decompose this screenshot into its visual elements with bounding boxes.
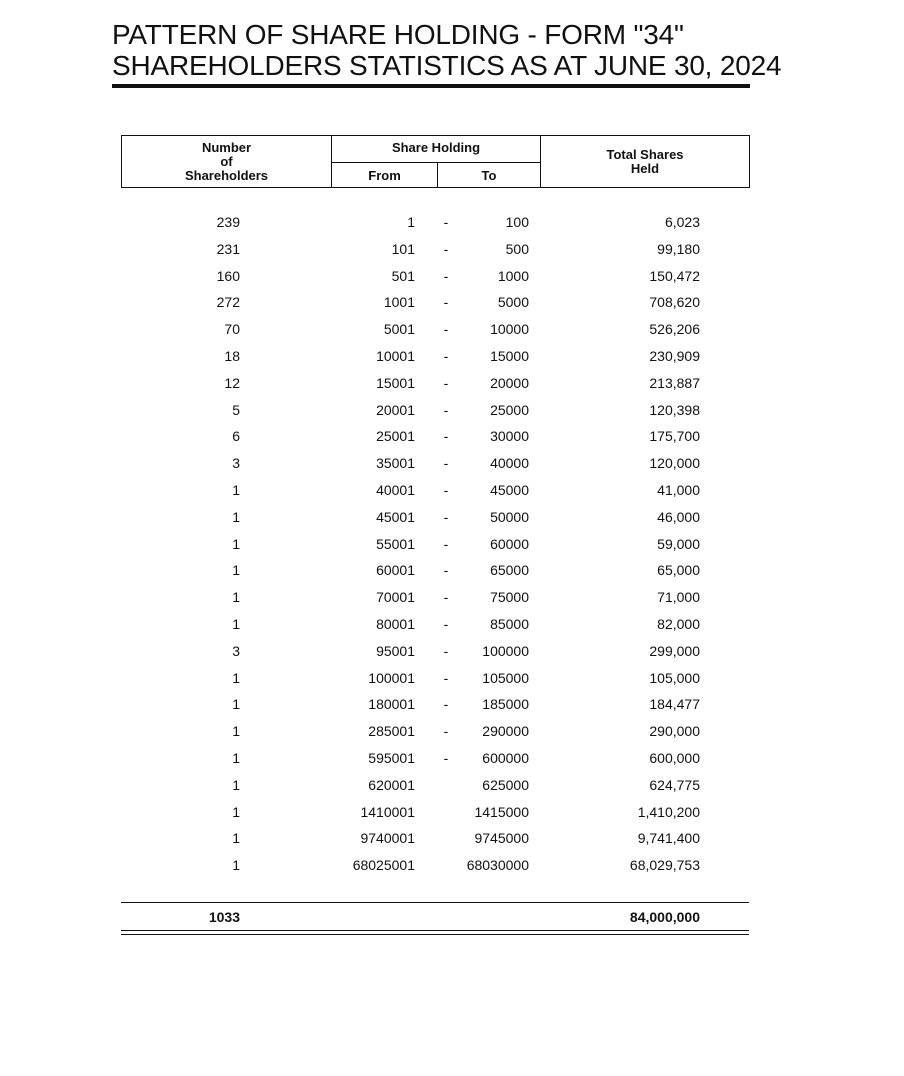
cell-shareholders: 1 [232,482,240,498]
cell-shareholders: 1 [232,509,240,525]
cell-from: 101 [391,241,415,257]
cell-from: 1410001 [360,804,415,820]
cell-dash: - [443,536,449,552]
table-header [121,135,750,188]
title-line-2: SHAREHOLDERS STATISTICS AS AT JUNE 30, 2024 [112,50,782,81]
title-underline [112,84,750,88]
cell-dash: - [443,268,449,284]
cell-total-shares: 1,410,200 [637,804,700,820]
header-divider [332,162,541,163]
cell-from: 68025001 [352,857,415,873]
cell-to: 68030000 [466,857,529,873]
cell-shareholders: 1 [232,804,240,820]
cell-shareholders: 1 [232,750,240,766]
cell-to: 40000 [490,455,529,471]
cell-to: 65000 [490,562,529,578]
cell-to: 10000 [490,321,529,337]
cell-dash: - [443,455,449,471]
cell-total-shares: 46,000 [657,509,700,525]
cell-from: 40001 [376,482,415,498]
cell-dash: - [443,402,449,418]
cell-from: 9740001 [360,830,415,846]
cell-dash: - [443,696,449,712]
cell-from: 5001 [383,321,415,337]
title-line-1: PATTERN OF SHARE HOLDING - FORM "34" [112,19,684,50]
cell-to: 75000 [490,589,529,605]
cell-dash: - [443,241,449,257]
cell-total-shares: 708,620 [649,294,700,310]
cell-total-shares: 290,000 [649,723,700,739]
cell-to: 1000 [497,268,529,284]
cell-dash: - [443,214,449,230]
header-total-line: Total Shares [606,147,684,162]
cell-shareholders: 1 [232,589,240,605]
cell-total-shares: 41,000 [657,482,700,498]
cell-shareholders: 231 [216,241,240,257]
cell-to: 15000 [490,348,529,364]
cell-total-shares: 99,180 [657,241,700,257]
cell-to: 185000 [482,696,529,712]
header-number-line: Shareholders [184,168,269,183]
cell-from: 1001 [383,294,415,310]
cell-to: 290000 [482,723,529,739]
cell-shareholders: 6 [232,428,240,444]
total-shares: 84,000,000 [629,909,700,925]
cell-shareholders: 3 [232,455,240,471]
cell-shareholders: 1 [232,830,240,846]
cell-from: 35001 [376,455,415,471]
total-double-rule [121,930,749,931]
cell-dash: - [443,670,449,686]
cell-total-shares: 68,029,753 [629,857,700,873]
cell-from: 285001 [368,723,415,739]
cell-dash: - [443,375,449,391]
cell-dash: - [443,321,449,337]
cell-total-shares: 600,000 [649,750,700,766]
cell-total-shares: 120,000 [649,455,700,471]
cell-total-shares: 120,398 [649,402,700,418]
header-from: From [368,168,401,183]
cell-from: 620001 [368,777,415,793]
cell-dash: - [443,750,449,766]
cell-dash: - [443,723,449,739]
cell-dash: - [443,589,449,605]
header-total-line: Held [630,161,660,176]
cell-to: 85000 [490,616,529,632]
total-rule-top [121,902,749,903]
cell-from: 15001 [376,375,415,391]
cell-shareholders: 1 [232,723,240,739]
cell-from: 55001 [376,536,415,552]
cell-shareholders: 1 [232,696,240,712]
cell-total-shares: 526,206 [649,321,700,337]
cell-from: 20001 [376,402,415,418]
cell-from: 45001 [376,509,415,525]
cell-to: 105000 [482,670,529,686]
cell-dash: - [443,428,449,444]
cell-from: 70001 [376,589,415,605]
cell-from: 501 [391,268,415,284]
cell-total-shares: 230,909 [649,348,700,364]
cell-total-shares: 59,000 [657,536,700,552]
cell-from: 100001 [368,670,415,686]
cell-total-shares: 82,000 [657,616,700,632]
cell-shareholders: 1 [232,536,240,552]
cell-total-shares: 65,000 [657,562,700,578]
cell-to: 500 [505,241,529,257]
cell-to: 20000 [490,375,529,391]
cell-shareholders: 1 [232,562,240,578]
cell-total-shares: 9,741,400 [637,830,700,846]
cell-to: 45000 [490,482,529,498]
cell-from: 25001 [376,428,415,444]
cell-shareholders: 1 [232,670,240,686]
total-double-rule [121,934,749,935]
cell-shareholders: 160 [216,268,240,284]
cell-from: 595001 [368,750,415,766]
cell-to: 1415000 [474,804,529,820]
header-total-shares-held [541,148,749,176]
cell-total-shares: 105,000 [649,670,700,686]
total-shareholders: 1033 [208,909,240,925]
cell-dash: - [443,348,449,364]
cell-to: 100 [505,214,529,230]
header-number-line: Number [201,140,252,155]
cell-dash: - [443,643,449,659]
cell-from: 10001 [376,348,415,364]
cell-shareholders: 70 [224,321,240,337]
cell-from: 80001 [376,616,415,632]
cell-total-shares: 299,000 [649,643,700,659]
cell-total-shares: 624,775 [649,777,700,793]
cell-to: 25000 [490,402,529,418]
cell-to: 5000 [497,294,529,310]
cell-from: 60001 [376,562,415,578]
header-share-holding: Share Holding [391,140,481,155]
cell-to: 50000 [490,509,529,525]
cell-dash: - [443,482,449,498]
cell-to: 9745000 [474,830,529,846]
cell-to: 100000 [482,643,529,659]
cell-to: 30000 [490,428,529,444]
cell-shareholders: 12 [224,375,240,391]
cell-to: 60000 [490,536,529,552]
cell-from: 180001 [368,696,415,712]
cell-total-shares: 213,887 [649,375,700,391]
cell-shareholders: 1 [232,777,240,793]
cell-from: 1 [407,214,415,230]
cell-shareholders: 18 [224,348,240,364]
cell-to: 625000 [482,777,529,793]
cell-shareholders: 272 [216,294,240,310]
cell-shareholders: 1 [232,616,240,632]
cell-dash: - [443,616,449,632]
cell-shareholders: 1 [232,857,240,873]
cell-total-shares: 175,700 [649,428,700,444]
cell-shareholders: 3 [232,643,240,659]
header-to: To [481,168,497,183]
cell-total-shares: 150,472 [649,268,700,284]
cell-total-shares: 6,023 [664,214,700,230]
cell-total-shares: 71,000 [657,589,700,605]
cell-from: 95001 [376,643,415,659]
cell-total-shares: 184,477 [649,696,700,712]
cell-to: 600000 [482,750,529,766]
cell-dash: - [443,294,449,310]
header-number-of-shareholders [122,141,331,183]
cell-shareholders: 239 [216,214,240,230]
cell-dash: - [443,562,449,578]
header-number-line: of [220,154,233,169]
cell-shareholders: 5 [232,402,240,418]
cell-dash: - [443,509,449,525]
